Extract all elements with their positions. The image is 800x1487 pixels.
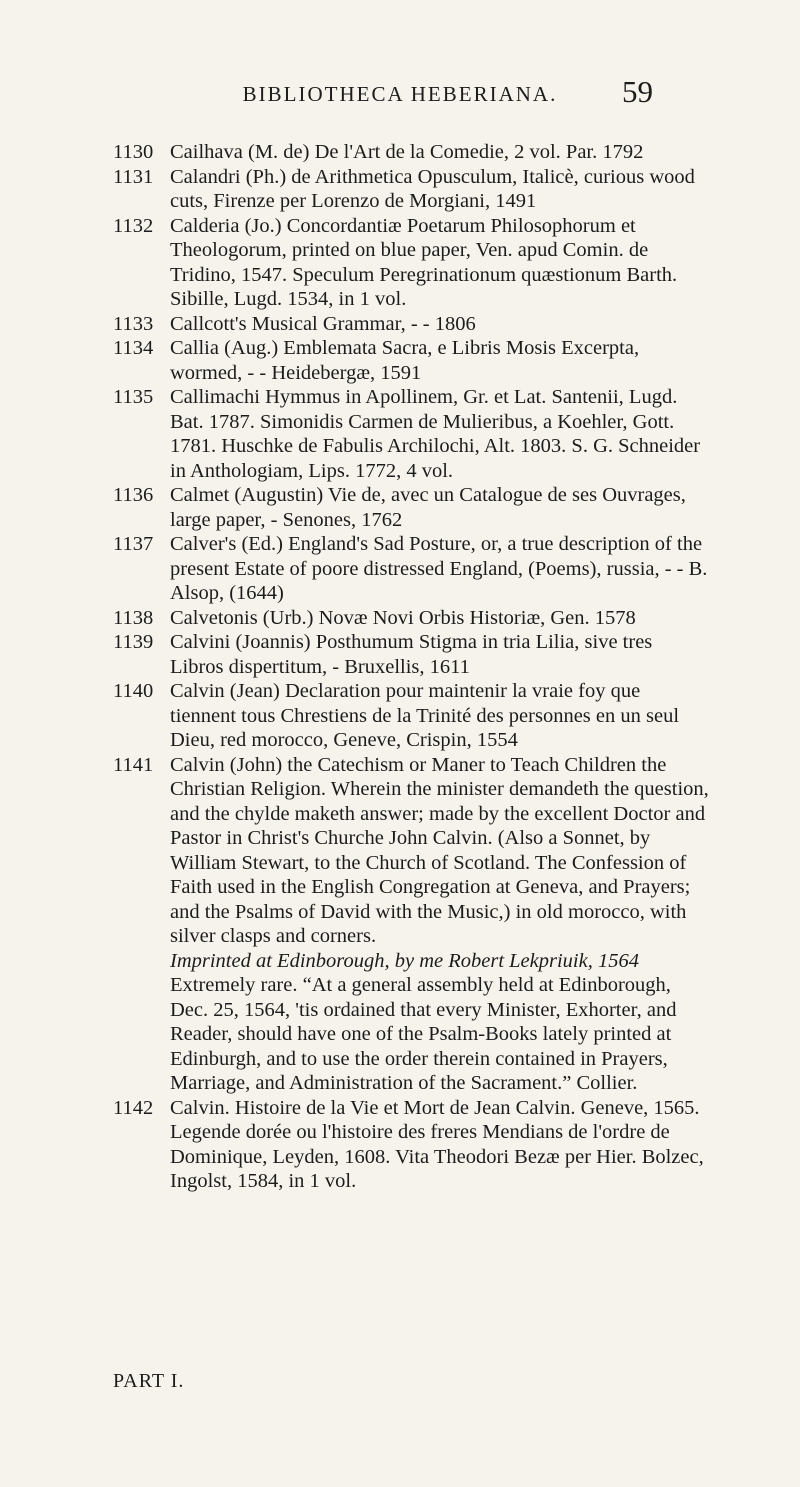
catalogue-entry (113, 214, 709, 312)
catalogue-entry (113, 679, 709, 753)
catalogue-entry (113, 606, 709, 631)
entry-text: Callimachi Hymmus in Apollinem, Gr. et Lat. Santenii, Lugd. Bat. 1787. Simonidis Carmen de Mulieribus, a Koehler, Gott. 1781. Huschke de Fabulis Archilochi, Alt. 1803. S. G. Schneider in Anthologiam, Lips. 1772, 4 vol. (170, 386, 701, 482)
entry-text: Calvini (Joannis) Posthumum Stigma in tria Lilia, sive tres Libros dispertitum, - Bruxellis, 1611 (170, 631, 653, 678)
catalogue-entry (113, 1096, 709, 1194)
entry-number: 1132 (113, 214, 154, 237)
entry-imprint: Imprinted at Edinborough, by me Robert Lekpriuik, 1564 (170, 949, 639, 972)
entry-number: 1136 (113, 484, 154, 506)
entry-number: 1137 (113, 533, 154, 555)
catalogue-entry (113, 312, 709, 337)
entry-text: Calderia (Jo.) Concordantiæ Poetarum Philosophorum et Theologorum, printed on blue paper, Ven. apud Comin. de Tridino, 1547. Speculum Peregrinationum quæstionum Barth. Sibille, Lugd. 1534, in 1 vol. (170, 214, 678, 310)
entry-number: 1138 (113, 606, 154, 629)
catalogue-entry (113, 753, 709, 1096)
entry-text: Calver's (Ed.) England's Sad Posture, or, a true description of the present Estate of poore distressed England, (Poems), russia, - - B. Alsop, (1644) (170, 533, 708, 604)
page-number: 59 (622, 74, 653, 109)
signature-mark: PART I. (113, 1370, 185, 1392)
entry-number: 1141 (113, 753, 154, 776)
entry-text: Calvin. Histoire de la Vie et Mort de Jean Calvin. Geneve, 1565. Legende dorée ou l'histoire des freres Mendians de l'ordre de Dominique, Leyden, 1608. Vita Theodori Bezæ per Hier. Bolzec, Ingolst, 1584, in 1 vol. (170, 1096, 704, 1192)
catalogue-entry (113, 336, 709, 385)
catalogue-entry (113, 532, 709, 606)
catalogue-entry (113, 165, 709, 214)
entry-text: Calvin (Jean) Declaration pour maintenir la vraie foy que tiennent tous Chrestiens de la Trinité des personnes en un seul Dieu, red morocco, Geneve, Crispin, 1554 (170, 680, 680, 751)
entry-number: 1140 (113, 680, 154, 702)
catalogue-entry (113, 483, 709, 532)
entry-number: 1139 (113, 631, 154, 653)
entry-number: 1134 (113, 337, 154, 359)
catalogue-entry (113, 385, 709, 483)
catalogue-entry (113, 140, 709, 165)
entry-number: 1133 (113, 312, 154, 335)
entry-note: Extremely rare. “At a general assembly held at Edinborough, Dec. 25, 1564, 'tis ordained that every Minister, Exhorter, and Reader, should have one of the Psalm-Books lately printed at Edinburgh, and to use the order therein contained in Prayers, Marriage, and Administration of the Sacrament.” Collier. (170, 974, 677, 1094)
entry-text: Calvin (John) the Catechism or Maner to Teach Children the Christian Religion. Wherein the minister demandeth the question, and the chylde maketh answer; made by the excellent Doctor and Pastor in Christ's Churche John Calvin. (Also a Sonnet, by William Stewart, to the Church of Scotland. The Confession of Faith used in the English Congregation at Geneva, and Prayers; and the Psalms of David with the Music,) in old morocco, with silver clasps and corners. (170, 753, 709, 947)
entry-text: Calmet (Augustin) Vie de, avec un Catalogue de ses Ouvrages, large paper, - Senones, 1762 (170, 484, 686, 531)
entry-number: 1142 (113, 1096, 154, 1119)
catalogue-entry (113, 630, 709, 679)
entry-text: Calvetonis (Urb.) Novæ Novi Orbis Historiæ, Gen. 1578 (170, 606, 636, 629)
running-title: BIBLIOTHECA HEBERIANA. (242, 82, 558, 106)
entry-number: 1135 (113, 386, 154, 408)
entry-number: 1131 (113, 165, 154, 188)
entry-text: Callcott's Musical Grammar, - - 1806 (170, 312, 476, 335)
catalogue-entries (113, 140, 709, 1194)
entry-text: Cailhava (M. de) De l'Art de la Comedie, 2 vol. Par. 1792 (170, 141, 644, 163)
entry-text: Calandri (Ph.) de Arithmetica Opusculum, Italicè, curious wood cuts, Firenze per Lorenzo de Morgiani, 1491 (170, 165, 695, 212)
entry-text: Callia (Aug.) Emblemata Sacra, e Libris Mosis Excerpta, wormed, - - Heidebergæ, 1591 (170, 337, 640, 384)
entry-number: 1130 (113, 141, 154, 163)
